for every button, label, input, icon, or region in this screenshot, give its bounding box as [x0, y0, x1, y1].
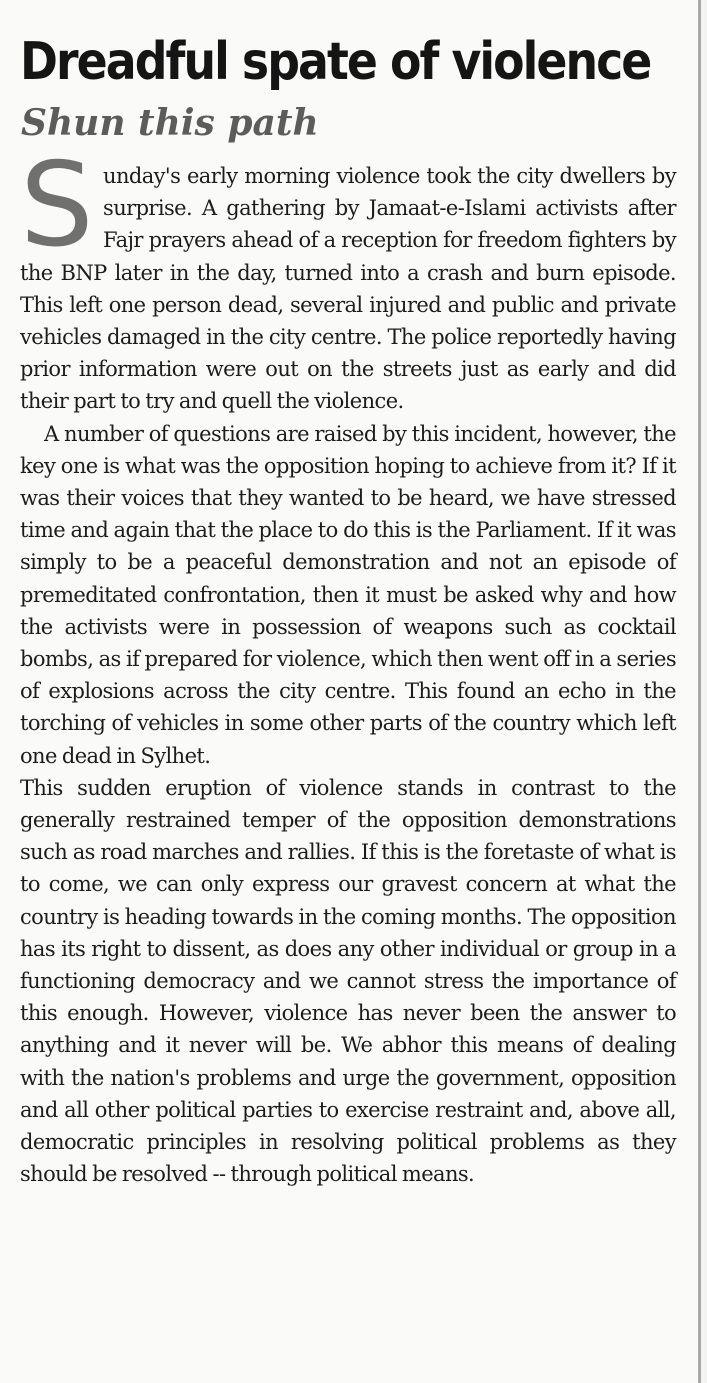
paragraph-3: This sudden eruption of violence stands in contrast to the generally restrained temper of the opposition demonstrations such as road marches and rallies. If this is the foretaste of what is to come, we can only express our gravest concern at what the country is heading towards in the coming months. The opposition has its right to dissent, as does any other individual or group in a functioning democracy and we cannot stress the importance of this enough. However, violence has never been the answer to anything and it never will be. We abhor this means of dealing with the nation's problems and urge the government, opposition and all other political parties to exercise restraint and, above all, democratic principles in resolving political problems as they should be resolved -- through political means. [20, 775, 676, 1187]
subheadline: Shun this path [21, 102, 319, 144]
column-divider [698, 0, 701, 1383]
article-body [20, 138, 676, 1191]
paragraph-2: A number of questions are raised by this incident, however, the key one is what was the opposition hoping to achieve from it? If it was their voices that they wanted to be heard, we have stressed time and again that the place to do this is the Parliament. If it was simply to be a peaceful demonstration and not an episode of premeditated confrontation, then it must be asked why and how the activists were in possession of weapons such as cocktail bombs, as if prepared for violence, which then went off in a series of explosions across the city centre. This found an echo in the torching of vehicles in some other parts of the country which left one dead in Sylhet. [20, 421, 676, 768]
drop-cap: S [20, 138, 94, 273]
paragraph-1 [20, 138, 676, 418]
paragraph-1-text: unday's early morning violence took the city dwellers by surprise. A gathering by Jamaat-e-Islami activists after Fajr prayers ahead of a reception for freedom fighters by the BNP later in the day, turned into a crash and burn episode. This left one person dead, several injured and public and private vehicles damaged in the city centre. The police reportedly having prior information were out on the streets just as early and did their part to try and quell the violence. [20, 164, 676, 414]
headline: Dreadful spate of violence [20, 32, 651, 92]
